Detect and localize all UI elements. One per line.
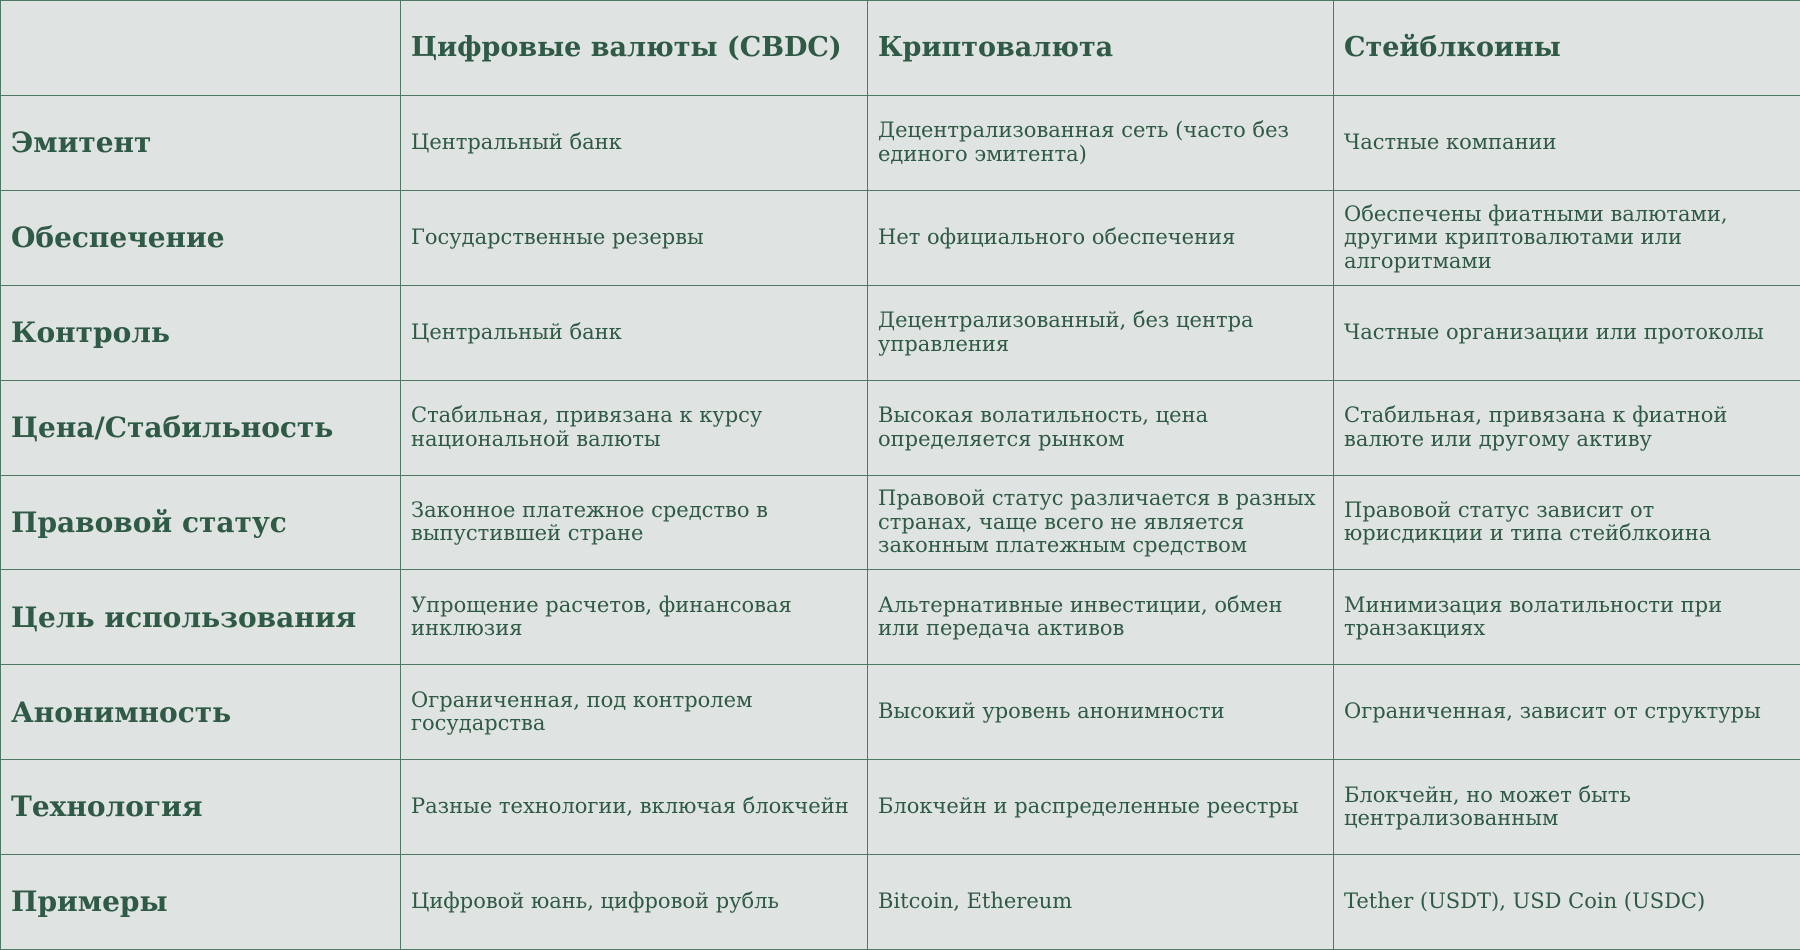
cell-cbdc: Центральный банк bbox=[401, 285, 868, 380]
row-label-anonymity: Анонимность bbox=[1, 665, 401, 760]
cell-cbdc: Государственные резервы bbox=[401, 190, 868, 285]
cell-stable: Минимизация волатильности при транзакциях bbox=[1334, 570, 1800, 665]
header-corner-cell bbox=[1, 1, 401, 96]
cell-cbdc: Центральный банк bbox=[401, 96, 868, 191]
cell-crypto: Децентрализованная сеть (часто без единого эмитента) bbox=[868, 96, 1334, 191]
cell-stable: Tether (USDT), USD Coin (USDC) bbox=[1334, 855, 1800, 950]
table-row bbox=[1, 285, 1800, 380]
table-row bbox=[1, 190, 1800, 285]
row-label-purpose: Цель использования bbox=[1, 570, 401, 665]
table-row bbox=[1, 570, 1800, 665]
cell-stable: Блокчейн, но может быть централизованным bbox=[1334, 760, 1800, 855]
header-stablecoins: Стейблкоины bbox=[1334, 1, 1800, 96]
row-label-legal-status: Правовой статус bbox=[1, 475, 401, 570]
cell-stable: Частные компании bbox=[1334, 96, 1800, 191]
cell-crypto: Высокий уровень анонимности bbox=[868, 665, 1334, 760]
cell-crypto: Нет официального обеспечения bbox=[868, 190, 1334, 285]
cell-cbdc: Законное платежное средство в выпустившей стране bbox=[401, 475, 868, 570]
table-row bbox=[1, 760, 1800, 855]
table-row bbox=[1, 855, 1800, 950]
cell-crypto: Децентрализованный, без центра управления bbox=[868, 285, 1334, 380]
cell-stable: Ограниченная, зависит от структуры bbox=[1334, 665, 1800, 760]
row-label-issuer: Эмитент bbox=[1, 96, 401, 191]
cell-cbdc: Ограниченная, под контролем государства bbox=[401, 665, 868, 760]
table-row bbox=[1, 665, 1800, 760]
cell-stable: Стабильная, привязана к фиатной валюте или другому активу bbox=[1334, 380, 1800, 475]
cell-cbdc: Разные технологии, включая блокчейн bbox=[401, 760, 868, 855]
cell-crypto: Bitcoin, Ethereum bbox=[868, 855, 1334, 950]
cell-crypto: Блокчейн и распределенные реестры bbox=[868, 760, 1334, 855]
cell-crypto: Альтернативные инвестиции, обмен или передача активов bbox=[868, 570, 1334, 665]
row-label-control: Контроль bbox=[1, 285, 401, 380]
cell-cbdc: Цифровой юань, цифровой рубль bbox=[401, 855, 868, 950]
cell-cbdc: Упрощение расчетов, финансовая инклюзия bbox=[401, 570, 868, 665]
cell-stable: Частные организации или протоколы bbox=[1334, 285, 1800, 380]
row-label-backing: Обеспечение bbox=[1, 190, 401, 285]
table-row bbox=[1, 96, 1800, 191]
cell-crypto: Правовой статус различается в разных странах, чаще всего не является законным платежным средством bbox=[868, 475, 1334, 570]
cell-crypto: Высокая волатильность, цена определяется рынком bbox=[868, 380, 1334, 475]
table-row bbox=[1, 380, 1800, 475]
row-label-price-stability: Цена/Стабильность bbox=[1, 380, 401, 475]
row-label-technology: Технология bbox=[1, 760, 401, 855]
cell-cbdc: Стабильная, привязана к курсу национальной валюты bbox=[401, 380, 868, 475]
cell-stable: Правовой статус зависит от юрисдикции и типа стейблкоина bbox=[1334, 475, 1800, 570]
row-label-examples: Примеры bbox=[1, 855, 401, 950]
header-crypto: Криптовалюта bbox=[868, 1, 1334, 96]
cell-stable: Обеспечены фиатными валютами, другими криптовалютами или алгоритмами bbox=[1334, 190, 1800, 285]
table-row bbox=[1, 475, 1800, 570]
header-cbdc: Цифровые валюты (CBDC) bbox=[401, 1, 868, 96]
table-header-row bbox=[1, 1, 1800, 96]
